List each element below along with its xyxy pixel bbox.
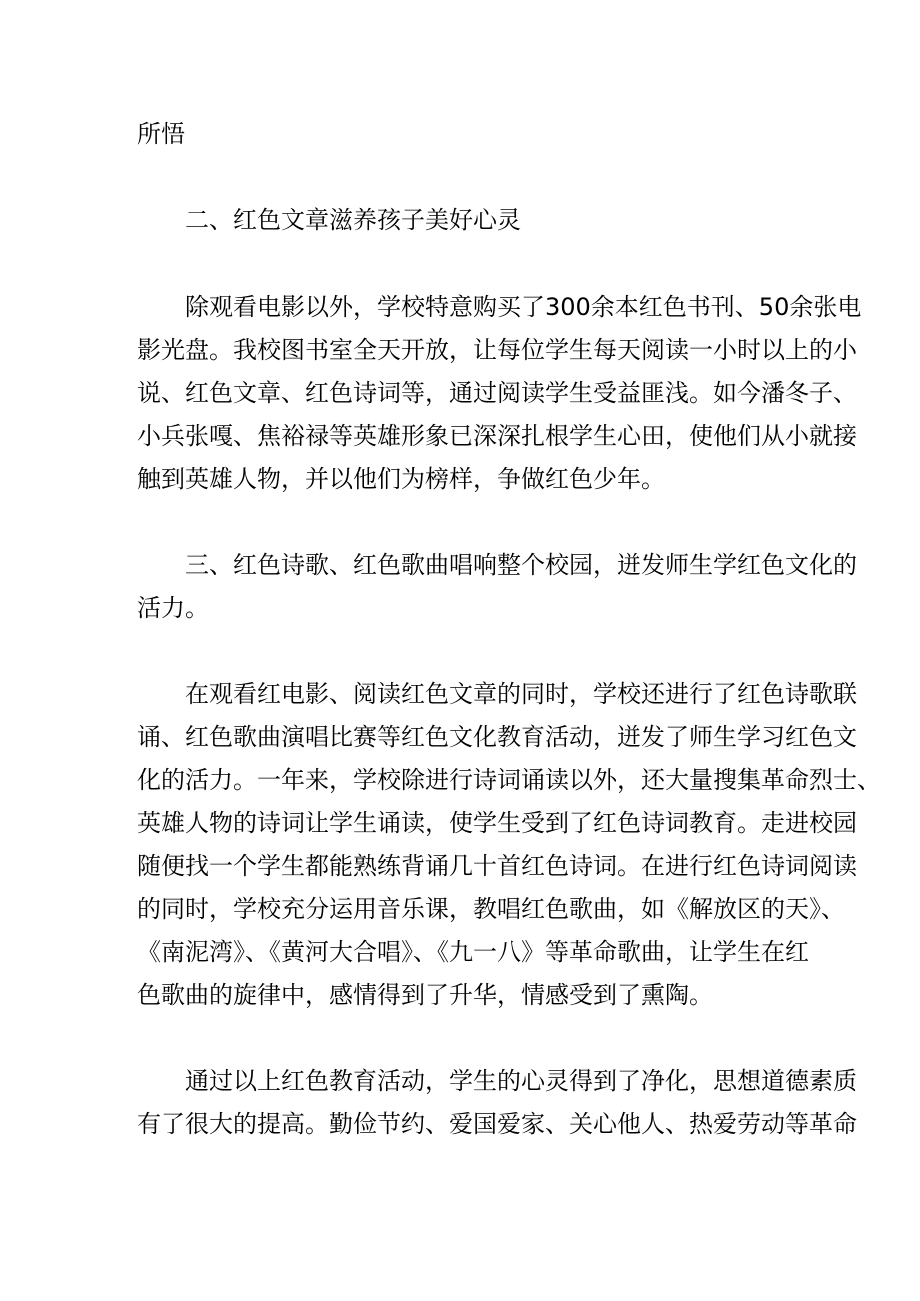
- paragraph-line: 英雄人物的诗词让学生诵读，使学生受到了红色诗词教育。走进校园: [137, 809, 857, 837]
- paragraph-line: 小兵张嘎、焦裕禄等英雄形象已深深扎根学生心田，使他们从小就接: [137, 422, 857, 450]
- paragraph-line: 《南泥湾》、《黄河大合唱》、《九一八》等革命歌曲，让学生在红: [137, 938, 809, 966]
- paragraph-line: 化的活力。一年来，学校除进行诗词诵读以外，还大量搜集革命烈士、: [137, 766, 881, 794]
- paragraph-line: 随便找一个学生都能熟练背诵几十首红色诗词。在进行红色诗词阅读: [137, 852, 857, 880]
- fragment-text: 所悟: [137, 120, 185, 148]
- paragraph-line: 有了很大的提高。勤俭节约、爱国爱家、关心他人、热爱劳动等革命: [137, 1110, 857, 1138]
- paragraph-line: 色歌曲的旋律中，感情得到了升华，情感受到了熏陶。: [137, 981, 713, 1009]
- heading-line: 活力。: [137, 594, 209, 622]
- paragraph-line: 影光盘。我校图书室全天开放，让每位学生每天阅读一小时以上的小: [137, 336, 857, 364]
- paragraph-line: 诵、红色歌曲演唱比赛等红色文化教育活动，迸发了师生学习红色文: [137, 723, 857, 751]
- paragraph-line: 通过以上红色教育活动，学生的心灵得到了净化，思想道德素质: [185, 1067, 857, 1095]
- paragraph-line: 说、红色文章、红色诗词等，通过阅读学生受益匪浅。如今潘冬子、: [137, 379, 857, 407]
- paragraph-line: 触到英雄人物，并以他们为榜样，争做红色少年。: [137, 465, 665, 493]
- heading-line: 三、红色诗歌、红色歌曲唱响整个校园，迸发师生学红色文化的: [185, 551, 857, 579]
- section-heading-2: 二、红色文章滋养孩子美好心灵: [185, 206, 521, 234]
- paragraph-line: 在观看红电影、阅读红色文章的同时，学校还进行了红色诗歌联: [185, 680, 857, 708]
- paragraph-line: 的同时，学校充分运用音乐课，教唱红色歌曲，如《解放区的天》、: [137, 895, 845, 923]
- paragraph-line: 除观看电影以外，学校特意购买了300余本红色书刊、50余张电: [185, 293, 862, 321]
